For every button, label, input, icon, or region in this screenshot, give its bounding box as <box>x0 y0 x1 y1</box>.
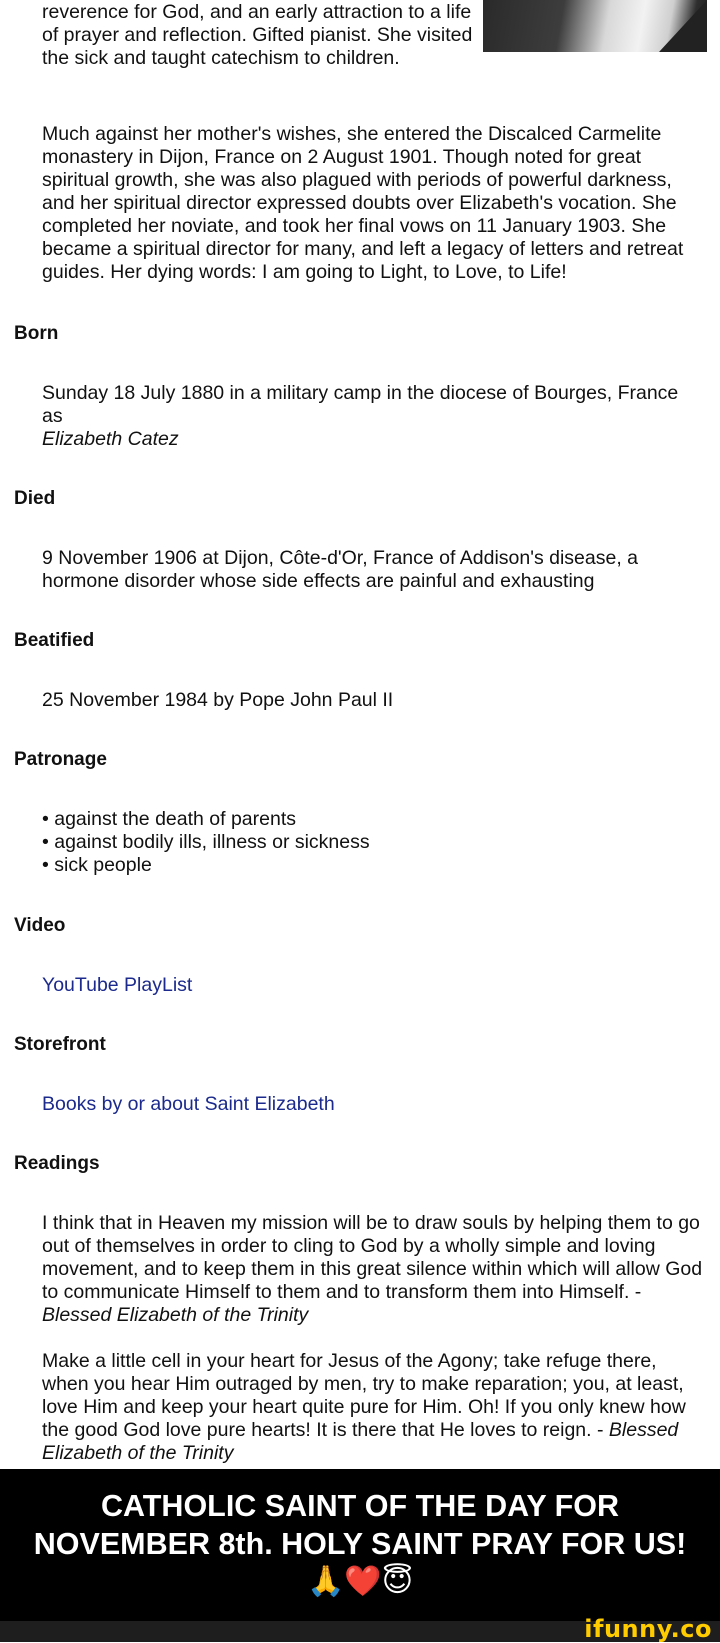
beatified-heading: Beatified <box>14 630 95 651</box>
books-link[interactable]: Books by or about Saint Elizabeth <box>42 1093 335 1115</box>
beatified-text: 25 November 1984 by Pope John Paul II <box>42 689 394 711</box>
reading-quote-2: Make a little cell in your heart for Jesus of the Agony; take refuge there, when you hear Him outraged by men, try to make reparation; you, at least, love Him and keep your heart quite pure for Him. Oh! If you only knew how the good God love pure hearts! It is there that He loves to reign. - Blessed Elizabeth of the Trinity <box>42 1350 686 1464</box>
emoji-row: 🙏❤️😇 <box>307 1564 413 1599</box>
ifunny-watermark: ifunny.co <box>584 1615 712 1643</box>
intro-text: reverence for God, and an early attraction to a life of prayer and reflection. Gifted pianist. She visited the sick and taught catechism to children. <box>42 1 473 69</box>
banner-line-2: NOVEMBER 8th. HOLY SAINT PRAY FOR US! <box>33 1527 687 1561</box>
intro-section <box>0 0 720 102</box>
born-name: Elizabeth Catez <box>42 428 179 450</box>
reading-attribution-2b: Elizabeth of the Trinity <box>42 1442 234 1464</box>
storefront-heading: Storefront <box>14 1034 106 1055</box>
patronage-heading: Patronage <box>14 749 107 770</box>
banner-line-1: CATHOLIC SAINT OF THE DAY FOR <box>101 1489 619 1523</box>
caption-banner <box>0 1469 720 1621</box>
youtube-playlist-link[interactable]: YouTube PlayList <box>42 974 193 996</box>
saint-photo <box>483 0 707 52</box>
patronage-item: • sick people <box>42 854 152 876</box>
born-text: Sunday 18 July 1880 in a military camp in the diocese of Bourges, France as Elizabeth Catez <box>42 382 679 450</box>
born-heading: Born <box>14 323 59 344</box>
patronage-item: • against the death of parents <box>42 808 297 830</box>
patronage-list <box>0 808 720 877</box>
biography-paragraph: Much against her mother's wishes, she entered the Discalced Carmelite monastery in Dijon, France on 2 August 1901. Though noted for great spiritual growth, she was also plagued with periods of powerful darkness, and her spiritual director expressed doubts over Elizabeth's vocation. She completed her noviate, and took her final vows on 11 January 1903. She became a spiritual director for many, and left a legacy of letters and retreat guides. Her dying words: I am going to Light, to Love, to Life! <box>42 123 684 283</box>
reading-attribution-1: Blessed Elizabeth of the Trinity <box>42 1304 309 1326</box>
patronage-item: • against bodily ills, illness or sickness <box>42 831 370 853</box>
died-text: 9 November 1906 at Dijon, Côte-d'Or, France of Addison's disease, a hormone disorder whose side effects are painful and exhausting <box>42 547 639 592</box>
video-heading: Video <box>14 915 66 936</box>
readings-heading: Readings <box>14 1153 100 1174</box>
died-heading: Died <box>14 488 56 509</box>
reading-attribution-2a: Blessed <box>608 1419 679 1441</box>
reading-quote-1: I think that in Heaven my mission will be to draw souls by helping them to go out of themselves in order to cling to God by a wholly simple and loving movement, and to keep them in this great silence within which will allow God to communicate Himself to them and to transform them into Himself. - Blessed Elizabeth of the Trinity <box>42 1212 703 1326</box>
footer-strip <box>0 1615 720 1643</box>
